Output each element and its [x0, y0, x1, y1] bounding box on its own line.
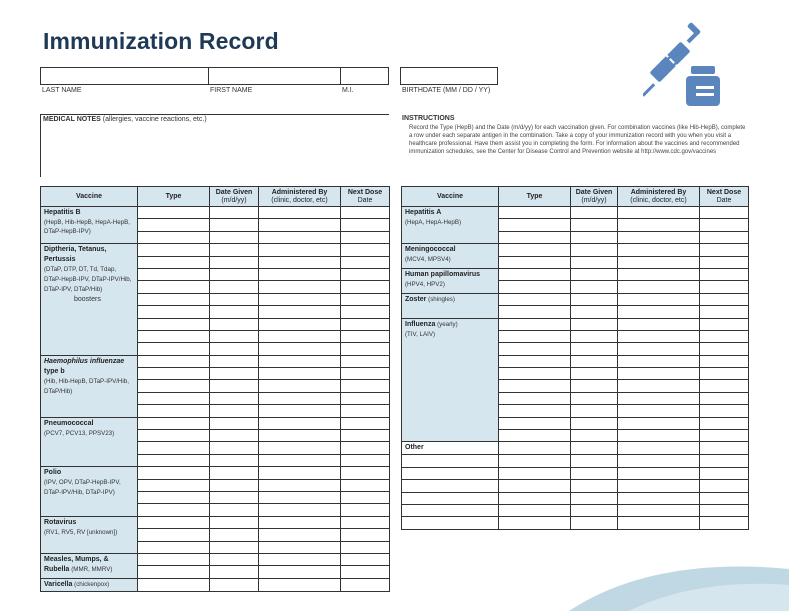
record-cell[interactable]: [341, 343, 390, 355]
record-cell[interactable]: [259, 491, 341, 503]
record-cell[interactable]: [341, 281, 390, 293]
record-cell[interactable]: [341, 392, 390, 404]
record-cell[interactable]: [700, 455, 749, 467]
record-cell[interactable]: [571, 343, 618, 355]
record-cell[interactable]: [259, 281, 341, 293]
record-cell[interactable]: [618, 417, 700, 429]
record-cell[interactable]: [138, 231, 210, 243]
record-cell[interactable]: [138, 578, 210, 591]
record-cell[interactable]: [138, 368, 210, 380]
record-cell[interactable]: [700, 405, 749, 417]
record-cell[interactable]: [571, 442, 618, 455]
record-cell[interactable]: [210, 479, 259, 491]
instructions-title: INSTRUCTIONS: [402, 115, 455, 122]
record-cell[interactable]: [259, 454, 341, 466]
record-cell[interactable]: [499, 281, 571, 293]
record-cell[interactable]: [571, 293, 618, 305]
record-cell[interactable]: [499, 343, 571, 355]
record-cell[interactable]: [571, 281, 618, 293]
record-cell[interactable]: [341, 306, 390, 318]
record-cell[interactable]: [499, 417, 571, 429]
record-cell[interactable]: [571, 268, 618, 280]
record-cell[interactable]: [259, 207, 341, 219]
record-cell[interactable]: [138, 504, 210, 516]
record-cell[interactable]: [210, 442, 259, 454]
record-cell[interactable]: [138, 417, 210, 429]
record-cell[interactable]: [138, 268, 210, 280]
record-cell[interactable]: [259, 256, 341, 268]
record-cell[interactable]: [210, 504, 259, 516]
record-cell[interactable]: [402, 467, 499, 479]
record-cell[interactable]: [341, 380, 390, 392]
record-cell[interactable]: [499, 306, 571, 318]
record-cell[interactable]: [138, 491, 210, 503]
vaccine-hpv: Human papillomavirus (HPV4, HPV2): [402, 268, 499, 293]
vaccine-pneumococcal: Pneumococcal (PCV7, PCV13, PPSV23): [41, 417, 138, 467]
record-cell[interactable]: [259, 553, 341, 565]
record-cell[interactable]: [571, 467, 618, 479]
record-cell[interactable]: [618, 231, 700, 243]
record-cell[interactable]: [210, 231, 259, 243]
record-cell[interactable]: [571, 244, 618, 256]
record-cell[interactable]: [571, 355, 618, 367]
record-cell[interactable]: [210, 368, 259, 380]
record-cell[interactable]: [138, 553, 210, 565]
record-cell[interactable]: [341, 417, 390, 429]
record-cell[interactable]: [499, 430, 571, 442]
vaccine-mmr: Measles, Mumps, & Rubella (MMR, MMRV): [41, 553, 138, 578]
vaccine-polio: Polio (IPV, OPV, DTaP-HepB-IPV, DTaP-IPV/Hib, DTaP-IPV): [41, 467, 138, 517]
record-cell[interactable]: [138, 219, 210, 231]
record-cell[interactable]: [341, 454, 390, 466]
record-cell[interactable]: [341, 467, 390, 479]
record-cell[interactable]: [571, 380, 618, 392]
record-cell[interactable]: [259, 355, 341, 367]
record-cell[interactable]: [700, 504, 749, 516]
record-cell[interactable]: [499, 442, 571, 455]
record-cell[interactable]: [618, 480, 700, 492]
first-name-label: FIRST NAME: [210, 87, 253, 94]
record-cell[interactable]: [138, 516, 210, 528]
record-cell[interactable]: [618, 455, 700, 467]
record-cell[interactable]: [402, 480, 499, 492]
instructions-text: Record the Type (HepB) and the Date (m/d/yy) for each vaccination given. For combination vaccines (like Hib-HepB), complete a row under each separate antigen in the combination. Take a copy of your immunization record with you when you visit a healthcare professional. Have them assist you in completing the form. For information about the vaccines and recommended immunization schedules, see the Center for Disease Control and Prevention website at http://www.cdc.gov/vaccines: [409, 125, 746, 155]
record-cell[interactable]: [618, 442, 700, 455]
record-cell[interactable]: [571, 455, 618, 467]
record-cell[interactable]: [700, 392, 749, 404]
record-cell[interactable]: [499, 268, 571, 280]
medical-notes-field[interactable]: [40, 114, 389, 177]
record-cell[interactable]: [499, 405, 571, 417]
record-cell[interactable]: [210, 578, 259, 591]
col-administered-by-right: Administered By (clinic, doctor, etc): [618, 187, 700, 207]
record-cell[interactable]: [700, 281, 749, 293]
record-cell[interactable]: [499, 293, 571, 305]
record-cell[interactable]: [210, 541, 259, 553]
record-cell[interactable]: [571, 368, 618, 380]
col-vaccine-right: Vaccine: [402, 187, 499, 207]
record-cell[interactable]: [618, 392, 700, 404]
vaccine-zoster: Zoster (shingles): [402, 293, 499, 318]
medical-notes-label: [43, 116, 207, 123]
record-cell[interactable]: [499, 392, 571, 404]
record-cell[interactable]: [138, 306, 210, 318]
record-cell[interactable]: [341, 219, 390, 231]
record-cell[interactable]: [259, 318, 341, 330]
record-cell[interactable]: [618, 330, 700, 342]
record-cell[interactable]: [259, 566, 341, 578]
record-cell[interactable]: [138, 256, 210, 268]
record-cell[interactable]: [618, 244, 700, 256]
record-cell[interactable]: [499, 318, 571, 330]
record-cell[interactable]: [341, 318, 390, 330]
record-cell[interactable]: [259, 392, 341, 404]
record-cell[interactable]: [210, 244, 259, 256]
record-cell[interactable]: [618, 343, 700, 355]
record-cell[interactable]: [700, 380, 749, 392]
record-cell[interactable]: [341, 368, 390, 380]
record-cell[interactable]: [700, 306, 749, 318]
record-cell[interactable]: [402, 517, 499, 529]
record-cell[interactable]: [571, 306, 618, 318]
vaccine-meningococcal: Meningococcal (MCV4, MPSV4): [402, 244, 499, 269]
record-cell[interactable]: [259, 380, 341, 392]
record-cell[interactable]: [571, 492, 618, 504]
record-cell[interactable]: [618, 430, 700, 442]
record-cell[interactable]: [341, 516, 390, 528]
record-cell[interactable]: [700, 256, 749, 268]
record-cell[interactable]: [341, 231, 390, 243]
record-cell[interactable]: [138, 281, 210, 293]
record-cell[interactable]: [402, 504, 499, 516]
record-cell[interactable]: [571, 504, 618, 516]
record-cell[interactable]: [499, 231, 571, 243]
record-cell[interactable]: [618, 219, 700, 231]
record-cell[interactable]: [700, 430, 749, 442]
record-cell[interactable]: [700, 492, 749, 504]
record-cell[interactable]: [341, 504, 390, 516]
right-vaccine-table: [401, 186, 749, 530]
page-title: Immunization Record: [43, 28, 279, 54]
record-cell[interactable]: [259, 293, 341, 305]
record-cell[interactable]: [499, 504, 571, 516]
record-cell[interactable]: [210, 330, 259, 342]
record-cell[interactable]: [341, 207, 390, 219]
record-cell[interactable]: [618, 368, 700, 380]
record-cell[interactable]: [138, 430, 210, 442]
record-cell[interactable]: [341, 430, 390, 442]
record-cell[interactable]: [259, 368, 341, 380]
record-cell[interactable]: [571, 430, 618, 442]
record-cell[interactable]: [571, 330, 618, 342]
record-cell[interactable]: [138, 293, 210, 305]
record-cell[interactable]: [571, 480, 618, 492]
record-cell[interactable]: [259, 504, 341, 516]
vaccine-varicella: Varicella (chickenpox): [41, 578, 138, 591]
record-cell[interactable]: [210, 306, 259, 318]
record-cell[interactable]: [210, 553, 259, 565]
record-cell[interactable]: [259, 516, 341, 528]
last-name-label: LAST NAME: [42, 87, 82, 94]
record-cell[interactable]: [138, 566, 210, 578]
record-cell[interactable]: [259, 430, 341, 442]
record-cell[interactable]: [259, 343, 341, 355]
record-cell[interactable]: [618, 318, 700, 330]
record-cell[interactable]: [259, 268, 341, 280]
record-cell[interactable]: [138, 343, 210, 355]
record-cell[interactable]: [138, 442, 210, 454]
record-cell[interactable]: [259, 529, 341, 541]
vaccine-hib: Haemophilus influenzae type b (Hib, Hib-HepB, DTaP-IPV/Hib, DTaP/Hib): [41, 355, 138, 417]
decorative-wave: [569, 551, 789, 611]
record-cell[interactable]: [210, 392, 259, 404]
record-cell[interactable]: [571, 392, 618, 404]
record-cell[interactable]: [700, 207, 749, 219]
record-cell[interactable]: [571, 517, 618, 529]
birthdate-label: BIRTHDATE (MM / DD / YY): [402, 87, 491, 94]
record-cell[interactable]: [571, 231, 618, 243]
record-cell[interactable]: [138, 244, 210, 256]
record-cell[interactable]: [138, 330, 210, 342]
record-cell[interactable]: [341, 529, 390, 541]
col-date-given-right: Date Given (m/d/yy): [571, 187, 618, 207]
record-cell[interactable]: [341, 268, 390, 280]
record-cell[interactable]: [138, 405, 210, 417]
record-cell[interactable]: [571, 405, 618, 417]
record-cell[interactable]: [618, 207, 700, 219]
record-cell[interactable]: [210, 467, 259, 479]
record-cell[interactable]: [210, 207, 259, 219]
record-cell[interactable]: [341, 479, 390, 491]
col-type-right: Type: [499, 187, 571, 207]
syringe-icon: [643, 20, 733, 110]
record-cell[interactable]: [138, 318, 210, 330]
record-cell[interactable]: [210, 405, 259, 417]
record-cell[interactable]: [499, 244, 571, 256]
medical-notes-title: MEDICAL NOTES: [43, 116, 101, 123]
vaccine-hepatitis-b: Hepatitis B (HepB, Hib-HepB, HepA-HepB, DTaP-HepB-IPV): [41, 207, 138, 244]
record-cell[interactable]: [700, 293, 749, 305]
record-cell[interactable]: [499, 480, 571, 492]
record-cell[interactable]: [138, 541, 210, 553]
record-cell[interactable]: [210, 281, 259, 293]
record-cell[interactable]: [210, 355, 259, 367]
record-cell[interactable]: [341, 355, 390, 367]
record-cell[interactable]: [618, 380, 700, 392]
first-name-field[interactable]: [208, 67, 341, 85]
record-cell[interactable]: [259, 219, 341, 231]
record-cell[interactable]: [341, 330, 390, 342]
record-cell[interactable]: [138, 467, 210, 479]
record-cell[interactable]: [700, 343, 749, 355]
record-cell[interactable]: [259, 417, 341, 429]
record-cell[interactable]: [402, 492, 499, 504]
record-cell[interactable]: [259, 578, 341, 591]
record-cell[interactable]: [700, 244, 749, 256]
record-cell[interactable]: [341, 256, 390, 268]
record-cell[interactable]: [341, 541, 390, 553]
record-cell[interactable]: [499, 256, 571, 268]
record-cell[interactable]: [341, 553, 390, 565]
record-cell[interactable]: [618, 355, 700, 367]
record-cell[interactable]: [499, 492, 571, 504]
record-cell[interactable]: [210, 293, 259, 305]
record-cell[interactable]: [700, 355, 749, 367]
birthdate-field[interactable]: [400, 67, 498, 85]
record-cell[interactable]: [210, 529, 259, 541]
record-cell[interactable]: [571, 417, 618, 429]
record-cell[interactable]: [700, 268, 749, 280]
last-name-field[interactable]: [40, 67, 209, 85]
record-cell[interactable]: [210, 566, 259, 578]
record-cell[interactable]: [571, 256, 618, 268]
vaccine-rotavirus: Rotavirus (RV1, RV5, RV [unknown]): [41, 516, 138, 553]
vaccine-other: Other: [402, 442, 499, 455]
record-cell[interactable]: [499, 368, 571, 380]
record-cell[interactable]: [499, 330, 571, 342]
record-cell[interactable]: [499, 355, 571, 367]
record-cell[interactable]: [700, 417, 749, 429]
left-vaccine-table: [40, 186, 390, 592]
record-cell[interactable]: [210, 516, 259, 528]
record-cell[interactable]: [341, 293, 390, 305]
record-cell[interactable]: [210, 343, 259, 355]
record-cell[interactable]: [341, 491, 390, 503]
record-cell[interactable]: [210, 454, 259, 466]
record-cell[interactable]: [259, 330, 341, 342]
record-cell[interactable]: [700, 330, 749, 342]
col-vaccine: Vaccine: [41, 187, 138, 207]
record-cell[interactable]: [700, 480, 749, 492]
record-cell[interactable]: [618, 268, 700, 280]
record-cell[interactable]: [571, 207, 618, 219]
vaccine-influenza: Influenza (yearly) (TIV, LAIV): [402, 318, 499, 442]
record-cell[interactable]: [700, 467, 749, 479]
record-cell[interactable]: [210, 380, 259, 392]
col-next-dose-right: Next Dose Date: [700, 187, 749, 207]
record-cell[interactable]: [210, 219, 259, 231]
record-cell[interactable]: [341, 405, 390, 417]
record-cell[interactable]: [618, 517, 700, 529]
col-date-given: Date Given (m/d/yy): [210, 187, 259, 207]
record-cell[interactable]: [210, 491, 259, 503]
record-cell[interactable]: [210, 430, 259, 442]
record-cell[interactable]: [210, 268, 259, 280]
record-cell[interactable]: [259, 405, 341, 417]
medical-notes-hint: (allergies, vaccine reactions, etc.): [102, 116, 207, 123]
record-cell[interactable]: [618, 256, 700, 268]
record-cell[interactable]: [210, 417, 259, 429]
record-cell[interactable]: [210, 318, 259, 330]
mi-field[interactable]: [340, 67, 389, 85]
record-cell[interactable]: [700, 219, 749, 231]
record-cell[interactable]: [618, 293, 700, 305]
record-cell[interactable]: [259, 442, 341, 454]
record-cell[interactable]: [138, 529, 210, 541]
record-cell[interactable]: [618, 504, 700, 516]
record-cell[interactable]: [618, 405, 700, 417]
record-cell[interactable]: [341, 244, 390, 256]
record-cell[interactable]: [499, 219, 571, 231]
record-cell[interactable]: [402, 455, 499, 467]
col-next-dose: Next Dose Date: [341, 187, 390, 207]
record-cell[interactable]: [700, 442, 749, 455]
record-cell[interactable]: [499, 517, 571, 529]
record-cell[interactable]: [259, 467, 341, 479]
vaccine-dtap: Diptheria, Tetanus, Pertussis (DTaP, DTP, DT, Td, Tdap, DTaP-HepB-IPV, DTaP-IPV/Hib, DTaP-IPV, DTaP/Hib) boosters: [41, 244, 138, 356]
record-cell[interactable]: [499, 207, 571, 219]
record-cell[interactable]: [138, 380, 210, 392]
record-cell[interactable]: [138, 392, 210, 404]
mi-label: M.I.: [342, 87, 354, 94]
record-cell[interactable]: [700, 368, 749, 380]
record-cell[interactable]: [700, 517, 749, 529]
record-cell[interactable]: [341, 578, 390, 591]
record-cell[interactable]: [138, 207, 210, 219]
record-cell[interactable]: [210, 256, 259, 268]
col-administered-by: Administered By (clinic, doctor, etc): [259, 187, 341, 207]
record-cell[interactable]: [259, 306, 341, 318]
record-cell[interactable]: [618, 467, 700, 479]
record-cell[interactable]: [499, 467, 571, 479]
record-cell[interactable]: [618, 492, 700, 504]
record-cell[interactable]: [138, 454, 210, 466]
record-cell[interactable]: [259, 541, 341, 553]
record-cell[interactable]: [571, 318, 618, 330]
record-cell[interactable]: [259, 231, 341, 243]
record-cell[interactable]: [259, 244, 341, 256]
record-cell[interactable]: [138, 479, 210, 491]
record-cell[interactable]: [700, 318, 749, 330]
record-cell[interactable]: [618, 306, 700, 318]
record-cell[interactable]: [499, 455, 571, 467]
vaccine-hepatitis-a: Hepatitis A (HepA, HepA-HepB): [402, 207, 499, 244]
record-cell[interactable]: [341, 442, 390, 454]
record-cell[interactable]: [259, 479, 341, 491]
record-cell[interactable]: [571, 219, 618, 231]
record-cell[interactable]: [499, 380, 571, 392]
record-cell[interactable]: [138, 355, 210, 367]
record-cell[interactable]: [618, 281, 700, 293]
record-cell[interactable]: [700, 231, 749, 243]
col-type: Type: [138, 187, 210, 207]
record-cell[interactable]: [341, 566, 390, 578]
